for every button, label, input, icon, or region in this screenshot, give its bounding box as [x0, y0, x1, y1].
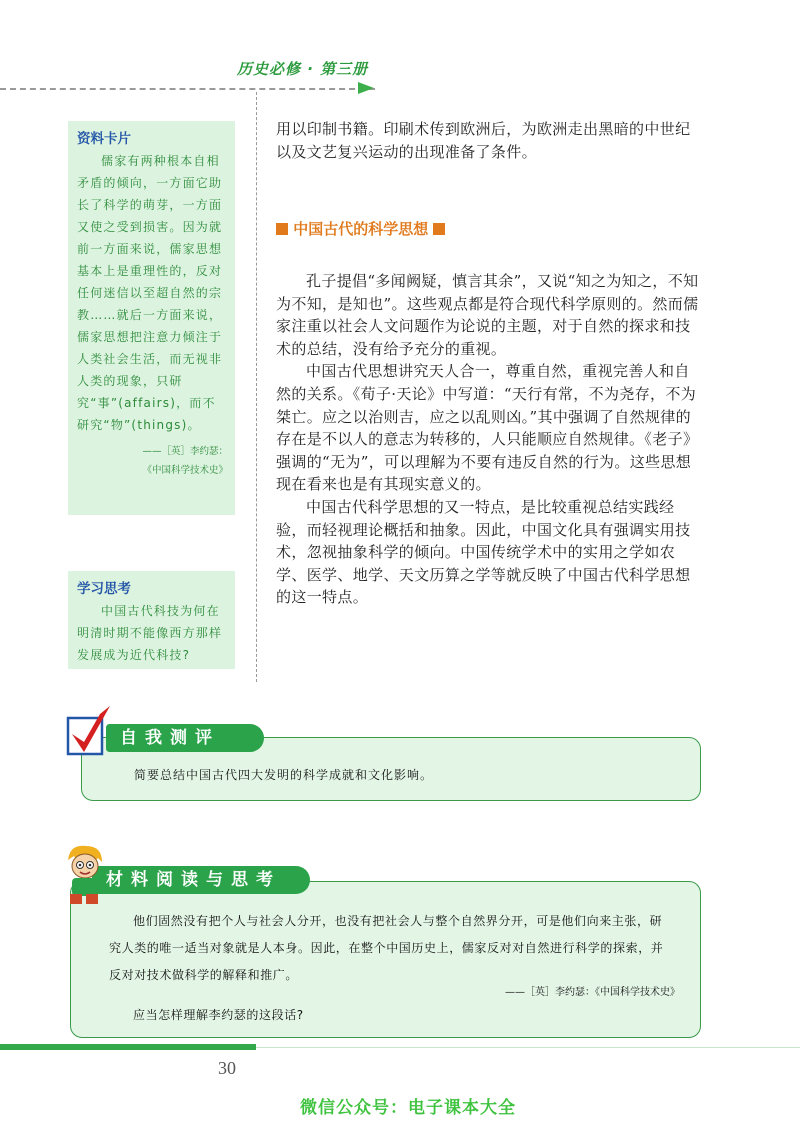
section-heading: [276, 218, 445, 239]
header-dashed-rule: [0, 88, 375, 90]
thinking-card-title: 学习思考: [77, 581, 131, 597]
materials-card-title: 资料卡片: [77, 131, 131, 147]
page-number: 30: [218, 1058, 236, 1078]
checkmark-icon: [64, 704, 120, 760]
student-character-icon: [60, 842, 108, 906]
watermark-text: 微信公众号：电子课本大全: [300, 1098, 516, 1118]
materials-card-source-book: 《中国科学技术史》: [142, 465, 228, 476]
book-header-title: 历史必修 · 第三册: [237, 60, 369, 78]
square-bullet-icon: [276, 223, 288, 235]
column-divider: [256, 92, 257, 682]
header-arrow-icon: [358, 82, 374, 94]
main-body: [276, 270, 702, 609]
materials-card-source-author: ——［英］李约瑟：: [142, 446, 228, 457]
reading-banner: 材料阅读与思考: [92, 866, 310, 894]
self-test-text: 简要总结中国古代四大发明的科学成就和文化影响。: [134, 768, 434, 782]
body-paragraph: 中国古代思想讲究天人合一，尊重自然，重视完善人和自然的关系。《荀子·天论》中写道：“天行有常，不为尧存，不为桀亡。应之以治则吉，应之以乱则凶。”其中强调了自然规律的存在是不以人的意志为转移的，人只能顺应自然规律。《老子》强调的“无为”，可以理解为不要有违反自然的行为。这些思想现在看来也是有其现实意义的。: [276, 362, 699, 494]
intro-paragraph: 用以印制书籍。印刷术传到欧洲后，为欧洲走出黑暗的中世纪以及文艺复兴运动的出现准备了条件。: [276, 120, 691, 161]
body-paragraph: 孔子提倡“多闻阙疑，慎言其余”，又说“知之为知之，不知为不知，是知也”。这些观点都是符合现代科学原则的。然而儒家注重以社会人文问题作为论说的主题，对于自然的探求和技术的总结，没有给予充分的重视。: [276, 272, 699, 358]
body-paragraph: 中国古代科学思想的又一特点，是比较重视总结实践经验，而轻视理论概括和抽象。因此，中国文化具有强调实用技术，忽视抽象科学的倾向。中国传统学术中的实用之学如农学、医学、地学、天文历算之学等就反映了中国古代科学思想的这一特点。: [276, 497, 691, 607]
square-bullet-icon: [433, 223, 445, 235]
materials-card-paragraph: 儒家有两种根本自相矛盾的倾向，一方面它助长了科学的萌芽，一方面又使之受到损害。因为就前一方面来说，儒家思想基本上是重理性的，反对任何迷信以至超自然的宗教……就后一方面来说，儒家思想把注意力倾注于人类社会生活，而无视非人类的现象，只研究“事”(affairs)，而不研究“物”(things)。: [77, 154, 223, 432]
section-heading-text: 中国古代的科学思想: [293, 220, 429, 238]
thinking-card-paragraph: 中国古代科技为何在明清时期不能像西方那样发展成为近代科技?: [77, 604, 223, 662]
reading-box: [70, 881, 701, 1038]
main-intro: [276, 118, 702, 163]
materials-card: [68, 121, 235, 515]
reading-paragraph: 他们固然没有把个人与社会人分开，也没有把社会人与整个自然界分开，可是他们向来主张，研究人类的唯一适当对象就是人本身。因此，在整个中国历史上，儒家反对对自然进行科学的探索，并反对对技术做科学的解释和推广。: [109, 914, 664, 982]
self-test-banner: 自我测评: [106, 724, 264, 752]
footer-bar: [0, 1044, 256, 1050]
reading-question: 应当怎样理解李约瑟的这段话?: [133, 1008, 304, 1022]
footer-line: [256, 1047, 800, 1048]
thinking-card: [68, 571, 235, 669]
reading-source: ——［英］李约瑟：《中国科学技术史》: [505, 987, 680, 998]
